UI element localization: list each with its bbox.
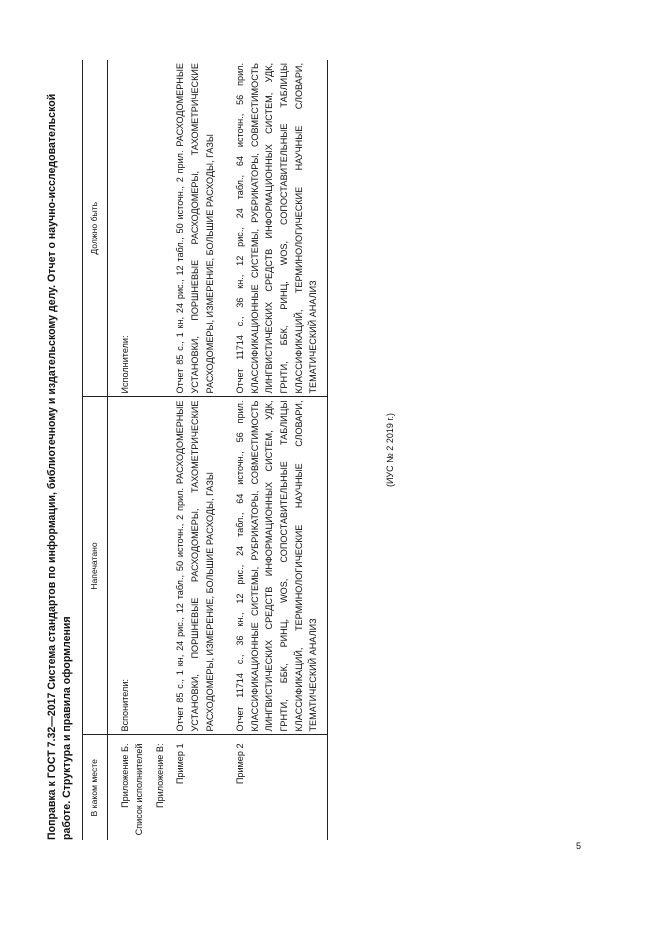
header-place: В каком месте <box>83 735 108 840</box>
cell-should-be: Отчет 85 с., 1 кн, 24 рис., 12 табл., 50 источн., 2 прил. РАСХОДОМЕРНЫЕ УСТАНОВКИ, ПОРШНЕВЫЕ РАСХОДОМЕРЫ, ТАХОМЕТРИЧЕСКИЕ РАСХОДОМЕРЫ, ИЗМЕРЕНИЕ, БОЛЬШИЕ РАСХОДЫ, ГАЗЫ <box>167 60 217 397</box>
cell-place: Приложение Б. Список исполнителей <box>119 743 145 836</box>
cell-should-be: Исполнители: <box>107 60 147 397</box>
cell-place: Пример 1 <box>175 743 186 785</box>
table-header-row <box>83 60 108 840</box>
page-number: 5 <box>576 841 582 851</box>
cell-printed: Отчет 11714 с., 36 кн., 12 рис., 24 табл., 64 источн., 56 прил. КЛАССИФИКАЦИОННЫЕ СИСТЕМЫ, РУБРИКАТОРЫ, СОВМЕСТИМОСТЬ ЛИНГВИСТИЧЕСКИХ СРЕДСТВ ИНФОРМАЦИОННЫХ СИСТЕМ, УДК, ГРНТИ, ББК, РИНЦ, WOS, СОПОСТАВИТЕЛЬНЫЕ ТАБЛИЦЫ КЛАССИФИКАЦИЙ, ТЕРМИНОЛОГИЧЕСКИЕ НАУЧНЫЕ СЛОВАРИ, ТЕМАТИЧЕСКИЙ АНАЛИЗ <box>217 397 327 735</box>
table-row <box>107 60 147 840</box>
table-row <box>217 60 327 840</box>
header-printed: Напечатано <box>83 397 108 735</box>
table-row <box>147 60 168 840</box>
ius-reference: (ИУС № 2 2019 г.) <box>385 412 395 488</box>
cell-place: Приложение В: <box>154 743 165 808</box>
cell-printed <box>147 397 168 735</box>
rotated-page-content <box>45 60 395 840</box>
corrections-table <box>82 60 328 840</box>
cell-printed: Отчет 85 с., 1 кн, 24 рис., 12 табл., 50 источн., 2 прил. РАСХОДОМЕРНЫЕ УСТАНОВКИ, ПОРШНЕВЫЕ РАСХОДОМЕРЫ, ТАХОМЕТРИЧЕСКИЕ РАСХОДОМЕРЫ, ИЗМЕРЕНИЕ, БОЛЬШИЕ РАСХОДЫ, ГАЗЫ <box>167 397 217 735</box>
table-row <box>167 60 217 840</box>
document-title: Поправка к ГОСТ 7.32—2017 Система стандартов по информации, библиотечному и издательскому делу. Отчет о научно-исследовательской работе. Структура и правила оформления <box>46 93 73 840</box>
cell-place: Пример 2 <box>217 735 327 840</box>
header-should-be: Должно быть <box>83 60 108 397</box>
cell-should-be: Отчет 11714 с., 36 кн., 12 рис., 24 табл., 64 источн., 56 прил. КЛАССИФИКАЦИОННЫЕ СИСТЕМЫ, РУБРИКАТОРЫ, СОВМЕСТИМОСТЬ ЛИНГВИСТИЧЕСКИХ СРЕДСТВ ИНФОРМАЦИОННЫХ СИСТЕМ, УДК, ГРНТИ, ББК, РИНЦ, WOS, СОПОСТАВИТЕЛЬНЫЕ ТАБЛИЦЫ КЛАССИФИКАЦИЙ, ТЕРМИНОЛОГИЧЕСКИЕ НАУЧНЫЕ СЛОВАРИ, ТЕМАТИЧЕСКИЙ АНАЛИЗ <box>217 60 327 397</box>
cell-should-be <box>147 60 168 397</box>
cell-printed: Вспонители: <box>107 397 147 735</box>
